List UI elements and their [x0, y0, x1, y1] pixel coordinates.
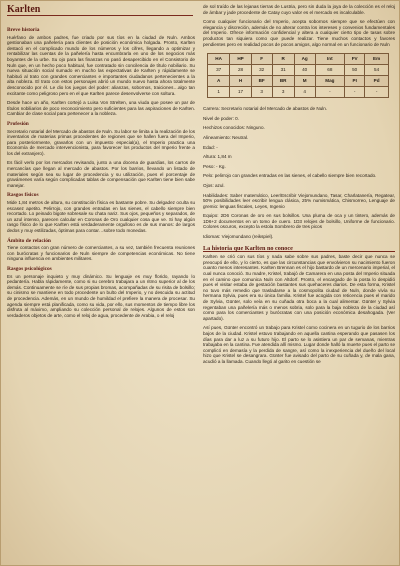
stat-header: Pd [365, 76, 389, 87]
heading-breve-historia: Breve historia [7, 27, 40, 33]
stats-header-row-2 [208, 76, 389, 87]
stat-value: 31 [272, 65, 294, 76]
stat-value: 28 [230, 65, 252, 76]
stat-value: - [365, 87, 389, 98]
profile-line: Idiomas: Viejomundano (reikspiel). [203, 234, 274, 240]
profile-line: Pelo: pelirrojo con grandes entradas en las sienes, el cabello siempre bien recortado. [203, 173, 377, 179]
stat-value: - [315, 87, 345, 98]
stat-header: Mag [315, 76, 345, 87]
profile-line: Edad: - [203, 144, 218, 150]
paragraph: Como cualquier funcionario del Imperio, acepta sobornos siempre que se efectúen con elegancia y discreción, además de no alterar contra los intereses y convenios fundamentales del Imperio. Ofrece información confidencial y altera a cualquier cierto tipo de tasas sobre productos tan siquiera como que puede realizar. Tiene muchos contactos y favores pendientes pero en realidad pocos de pocos amigos, algo normal en un funcionario de Nuln [203, 19, 395, 47]
stats-table [207, 53, 389, 98]
stat-header: HA [208, 54, 230, 65]
stat-value: 17 [230, 87, 252, 98]
stats-header-row-1 [208, 54, 389, 65]
stat-header: Int [315, 54, 345, 65]
heading-profesion: Profesión [7, 120, 29, 127]
heading-historia-oculta: La historia que Karlten no conoce [203, 246, 395, 253]
stat-header: BF [251, 76, 272, 87]
profile-line: Hechizos conocidos: Ninguno. [203, 125, 265, 131]
stat-value: 4 [294, 87, 315, 98]
profile-line: Carrera: Secretario notarial del Mercado de abastos de Nuln. [203, 106, 328, 112]
stat-header: R [272, 54, 294, 65]
stat-value: 68 [315, 65, 345, 76]
right-column [203, 4, 395, 369]
stat-value: 3 [272, 87, 294, 98]
heading-rasgos-psicologicos: Rasgos psicológicos [7, 265, 52, 272]
stat-value: - [345, 87, 365, 98]
paragraph: Es un personaje inquieto y muy dinámico. Su lenguaje es muy florido, rayando lo pedantería. Habla rápidamente, como si su cerebro trabajara a un ritmo superior al de los demás. Continuamente se ríe de sus propias bromas, acompañadas de su risita de bolsillo; su cinismo se mantiene en todo procedente un bulto del Imperio, y no descuida su actitud de procedencia. Además, en un mundo de humildad el prefiere la manera de procesar. Su agenda siempre está planificada, como su vida, por ello, sus momentos de tiempo libre los disfruta al máximo, ampliando su colección personal de relojes. Algunos de estos son verdaderos objetos de arte, como el reloj de agua, procedente de Arabia, o el reloj [7, 273, 195, 318]
paragraph: Mide 1,84 metros de altura, su constitución física es bastante pobre. Su delgadez oculta su escasez apetito. Pelirrojo, con grandes entradas en las sienes, el cabello siempre bien recortado. Lo peinado bigote sobresale su chata nariz. Sus ojos, pequeños y separados, de un azul intenso, parecen calcular en Coronas de Oro cualquier cosa que ve. Si hay algún rasgo físico de lo que Karlten está verdaderamente orgulloso es de sus manos: de largos dedos y muy estilizadas, óptimas para contar…sobre todo monedas. [7, 200, 195, 233]
paragraph: de sol traído de las lejanas tierras de Lustria, pero sin duda la joya de la colección es el reloj de ámbar y jade procedente de Catay cuyo valor es el mercado es incalculable. [203, 4, 395, 15]
profile-line: Ojos: azul. [203, 182, 225, 188]
stat-value: 37 [208, 65, 230, 76]
profile-line: Habilidades: Saber matemático, Leer/Escribir Viejomundano, Tasar, Charlatanería, Regatear, 50% posibilidades leer escribir lengua clásica, 25% numismática, Chismorreo, Lenguaje de gremio: lenguas fiscales, Leyes, Ingenio [203, 192, 395, 209]
paragraph: Tiene contactos con gran número de comerciantes, a su vez, también frecuenta reuniones con burócratas y funcionarios de Nuln siempre de competencias económicas. No tiene ninguna influencia en ambientes militares. [7, 245, 195, 262]
stat-value: 3 [251, 87, 272, 98]
stat-header: A [208, 76, 230, 87]
stat-value: 54 [365, 65, 389, 76]
stat-header: Em [365, 54, 389, 65]
stats-value-row-2 [208, 87, 389, 98]
stat-header: H [230, 76, 252, 87]
heading-ambito-relacion: Ámbito de relación [7, 237, 51, 244]
paragraph: Desde hace un año, Karlten cortejó a Luisa Von Strelten, una viuda que posee un par de títulos nobiliarios de poco reconocimiento pero suficientes para las aspiraciones de Karlten. Cambiar de clase social para pertenecer a la nobleza. [7, 100, 195, 117]
paragraph: Karlten se crió con sus tíos y nada sabe sobre sus padres, baste decir que nunca se preocupó de ello, y lo cierto, es que las circunstancias que envolvieron su nacimiento fueron cuanto menos interesantes. Karlten Brennan es el hijo bastardo de un mercenario imperial, el cual nunca conoció. Su madre, Kristel, trabajó de Camarera en una posta del Imperio situada en el camino que comunica Nuln con Altdorf. Pronto, el encargado de la posta lo despidió pues el visitar estaba de gestación bastantes sus quehaceres diarios. De esta forma, Kristel no tuvo más remedio que trasladarse a la cosmopolita ciudad de Nuln, donde vivía su hermana Sylvia, pues era su única familia. Kristel fue acogida con reticencia pues el marido de Sylvia, Günter, solo veía en su cuñada otra boca a la cual alimentar. Günter y Sylvia regentaban una pañelería más o menos sobria, solo para la baja nobleza de la ciudad así como para los comerciantes y burócratas con una posición económica desahogada. (Ver apartado). [203, 254, 395, 321]
stats-value-row-1 [208, 65, 389, 76]
left-column [7, 23, 195, 322]
stat-value: 32 [251, 65, 272, 76]
paragraph: Así pues, Günter encontró un trabajo para Kristel como cocinera en un tugurio de los barrios bajos de la ciudad. Kristel estuvo trabajando en aquella cantina esperando que pasasen los días para dar a luz a su futuro hijo. El parto se lo asistiera un par de semanas, mientras trabajaba en la cantina. Fue atendida allí mismo. Lugar donde halló la muerte pues el parto se complicó en demasía y la perdida de sangre, así como la inexperiencia del dueño del local hizo que Kristel se desangrara. Günter fue avisado del parto de su cuñada y, de mala gana, acudió a la llamada. Cuando llegó al garito en cuestión se [203, 325, 395, 364]
profile-line: Alineamiento: Neutral. [203, 134, 249, 140]
profile-line: Equipo: 2D6 Coronas de oro en sus bolsillos. Una pluma de oca y un tintero, además de 1D6+2 documentos en un tomo de cuero. 1D3 relojes de bolsillo, Uniforme de funcionario. Colores oscuros, excepto la estola Sombrero de tres picos [203, 213, 395, 230]
stat-header: FV [345, 54, 365, 65]
title-underline [7, 15, 193, 16]
stat-header: Ag [294, 54, 315, 65]
paragraph: Huérfano de ambos padres, fue criado por sus tíos en la ciudad de Nuln. Ambos gestionaban una pañelería para clientes de posición económica holgada. Pronto, Karlten destacó en el complicado mundo de los números y los cifres, llegando a optimizar y rentabilizar las cuentas de la pañelería hasta encumbrarla en uno de los negocios más boyantes de la urbe. Su ojo para las finanzas no pasó desapercibido en el Consistorio de Nuln que, en un hecho poco habitual, fue contratado sin concilencia de título nobiliario. Su nueva situación social sumado en mucho las expectativas de Karlten y rápidamente se habituó al trato con grandes comerciantes e importantes ciudadanos pertenecientes a la alta nobleza. El trato con estos personajes abrió un mundo nuevo hasta ahora totalmente desconocido por él. Le dio los juegos del poder: alianzas, sobornos, traiciones…algo tan excitante como peligroso pero en el que Karlten parece desenvolverse con soltura. [7, 34, 195, 96]
stat-value: 40 [294, 65, 315, 76]
page-title: Karlten [7, 4, 41, 15]
heading-rasgos-fisicos: Rasgos físicos [7, 192, 39, 199]
profile-line: Nivel de poder: 0. [203, 115, 240, 121]
stat-value: 1 [208, 87, 230, 98]
stat-header: BR [272, 76, 294, 87]
paragraph: Secretario notarial del Mercado de abastos de Nuln. Su labor se limita a la realización de los inventarios de materias primas procedentes de regiones que se hallen fuera del Imperio, para posteriormente, gravarlos con un impuesto especial(a), el Imperio practica una Economía de mercado intervencionista, para favorecer los productos del Imperio frente a los del extranjero). [7, 128, 195, 156]
stat-header: PI [345, 76, 365, 87]
stat-value: 50 [345, 65, 365, 76]
profile-line: Peso: - Kg. [203, 163, 226, 169]
stat-header: F [251, 54, 272, 65]
stat-header: HP [230, 54, 252, 65]
profile-line: Altura: 1,84 m [203, 154, 232, 160]
paragraph: Es fácil verlo por los mercados revisando, junto a una docena de guardias, los carros de mercancías que llegan al mercado de abastos. Por los barrios, llevando un listado de materiales según sea su lugar de procedencia y su utilización, pues el porcentaje de gravámenes varía según complicadas tablas de compensación que Karlten tiene bien sabe manejar. [7, 160, 195, 188]
stat-header: M [294, 76, 315, 87]
